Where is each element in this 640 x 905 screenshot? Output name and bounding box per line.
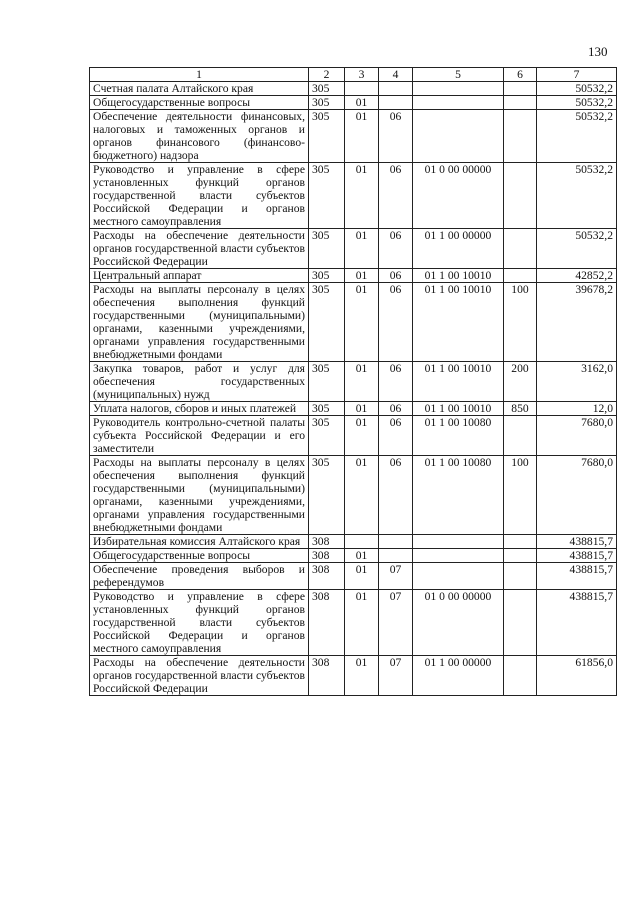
table-cell: 06 [379,416,413,456]
table-cell: 42852,2 [537,269,617,283]
table-cell: Избирательная комиссия Алтайского края [90,535,309,549]
table-cell [504,269,537,283]
table-cell: 12,0 [537,402,617,416]
table-cell [345,535,379,549]
column-header: 3 [345,68,379,82]
table-cell: 01 [345,96,379,110]
table-cell: 01 [345,402,379,416]
table-row [90,656,617,696]
table-cell: 305 [309,163,345,229]
table-cell: 06 [379,163,413,229]
table-cell: 01 [345,656,379,696]
table-cell: 305 [309,456,345,535]
table-cell: 07 [379,590,413,656]
table-cell: 438815,7 [537,590,617,656]
table-cell [413,535,504,549]
table-cell: 50532,2 [537,82,617,96]
table-cell: 01 [345,269,379,283]
table-cell: 850 [504,402,537,416]
table-cell: 438815,7 [537,563,617,590]
table-cell: 01 1 00 10080 [413,456,504,535]
table-cell: 01 [345,416,379,456]
table-cell: 01 1 00 00000 [413,656,504,696]
budget-table [89,67,617,696]
table-cell: 100 [504,456,537,535]
table-cell: 308 [309,590,345,656]
table-cell [504,416,537,456]
table-cell: 305 [309,269,345,283]
table-cell: 06 [379,269,413,283]
table-cell: 305 [309,402,345,416]
table-row [90,590,617,656]
table-cell: 01 1 00 00000 [413,229,504,269]
table-cell: 3162,0 [537,362,617,402]
table-cell [413,96,504,110]
table-cell: 06 [379,402,413,416]
column-header: 1 [90,68,309,82]
table-cell: 61856,0 [537,656,617,696]
table-cell: 39678,2 [537,283,617,362]
table-cell: 305 [309,283,345,362]
table-cell: 50532,2 [537,96,617,110]
table-cell: 50532,2 [537,229,617,269]
table-cell: 06 [379,362,413,402]
table-cell: 01 [345,549,379,563]
table-cell [379,549,413,563]
table-cell: Обеспечение проведения выборов и референдумов [90,563,309,590]
table-cell: 305 [309,362,345,402]
table-row [90,362,617,402]
table-cell: 305 [309,416,345,456]
table-cell: Расходы на обеспечение деятельности органов государственной власти субъектов Российской Федерации [90,656,309,696]
table-cell: 200 [504,362,537,402]
table-cell [504,96,537,110]
table-cell: Закупка товаров, работ и услуг для обеспечения государственных (муниципальных) нужд [90,362,309,402]
table-cell: 01 [345,163,379,229]
table-cell [504,590,537,656]
table-cell: Общегосударственные вопросы [90,96,309,110]
table-row [90,96,617,110]
table-row [90,456,617,535]
table-cell: Расходы на выплаты персоналу в целях обеспечения выполнения функций государственными (муниципальными) органами, казенными учреждениями, органами управления государственными внебюджетными фондами [90,456,309,535]
table-cell: Расходы на обеспечение деятельности органов государственной власти субъектов Российской Федерации [90,229,309,269]
table-cell: 308 [309,563,345,590]
table-row [90,269,617,283]
table-cell: 01 1 00 10010 [413,402,504,416]
table-cell: 01 1 00 10010 [413,269,504,283]
table-cell: 01 1 00 10010 [413,283,504,362]
table-cell: Обеспечение деятельности финансовых, налоговых и таможенных органов и органов финансового (финансово-бюджетного) надзора [90,110,309,163]
table-cell: 01 [345,563,379,590]
table-cell: 06 [379,110,413,163]
table-cell: 438815,7 [537,535,617,549]
table-cell: Руководство и управление в сфере установленных функций органов государственной власти субъектов Российской Федерации и органов местного самоуправления [90,163,309,229]
column-header: 7 [537,68,617,82]
table-row [90,82,617,96]
table-cell [504,110,537,163]
table-header-row [90,68,617,82]
table-cell: 01 0 00 00000 [413,590,504,656]
table-cell [413,82,504,96]
table-row [90,549,617,563]
table-cell [413,549,504,563]
table-cell: 50532,2 [537,110,617,163]
table-row [90,535,617,549]
table-row [90,110,617,163]
table-cell: 7680,0 [537,416,617,456]
table-cell: 06 [379,456,413,535]
table-cell: 01 0 00 00000 [413,163,504,229]
table-cell [379,82,413,96]
table-cell [379,96,413,110]
table-cell: Центральный аппарат [90,269,309,283]
column-header: 5 [413,68,504,82]
table-cell [504,229,537,269]
table-cell: 06 [379,229,413,269]
table-cell: 01 [345,110,379,163]
table-cell: 01 1 00 10010 [413,362,504,402]
table-cell [413,563,504,590]
table-cell: Счетная палата Алтайского края [90,82,309,96]
table-cell [504,563,537,590]
table-cell: 308 [309,535,345,549]
table-row [90,563,617,590]
table-cell: 07 [379,563,413,590]
table-cell: 01 [345,456,379,535]
table-cell: 01 [345,229,379,269]
table-cell: 305 [309,229,345,269]
table-cell: 01 [345,283,379,362]
table-cell: 01 [345,362,379,402]
column-header: 6 [504,68,537,82]
table-row [90,416,617,456]
table-cell: Руководитель контрольно-счетной палаты субъекта Российской Федерации и его заместители [90,416,309,456]
table-cell: 305 [309,96,345,110]
table-cell [504,163,537,229]
table-cell: 50532,2 [537,163,617,229]
table-cell [504,82,537,96]
table-cell: 305 [309,82,345,96]
table-row [90,402,617,416]
table-cell [345,82,379,96]
table-cell [504,535,537,549]
table-cell: 01 [345,590,379,656]
table-cell: Уплата налогов, сборов и иных платежей [90,402,309,416]
table-cell [379,535,413,549]
table-cell: 01 1 00 10080 [413,416,504,456]
table-cell: 305 [309,110,345,163]
table-cell: 308 [309,549,345,563]
table-row [90,283,617,362]
table-cell [504,656,537,696]
table-cell: 06 [379,283,413,362]
table-cell: 438815,7 [537,549,617,563]
column-header: 4 [379,68,413,82]
page-number: 130 [588,44,608,59]
table-row [90,163,617,229]
table-cell: Общегосударственные вопросы [90,549,309,563]
table-cell: 100 [504,283,537,362]
table-cell: 7680,0 [537,456,617,535]
table-cell: 308 [309,656,345,696]
table-row [90,229,617,269]
table-cell: Руководство и управление в сфере установленных функций органов государственной власти субъектов Российской Федерации и органов местного самоуправления [90,590,309,656]
table-cell: Расходы на выплаты персоналу в целях обеспечения выполнения функций государственными (муниципальными) органами, казенными учреждениями, органами управления государственными внебюджетными фондами [90,283,309,362]
table-cell [504,549,537,563]
column-header: 2 [309,68,345,82]
table-cell: 07 [379,656,413,696]
table-cell [413,110,504,163]
